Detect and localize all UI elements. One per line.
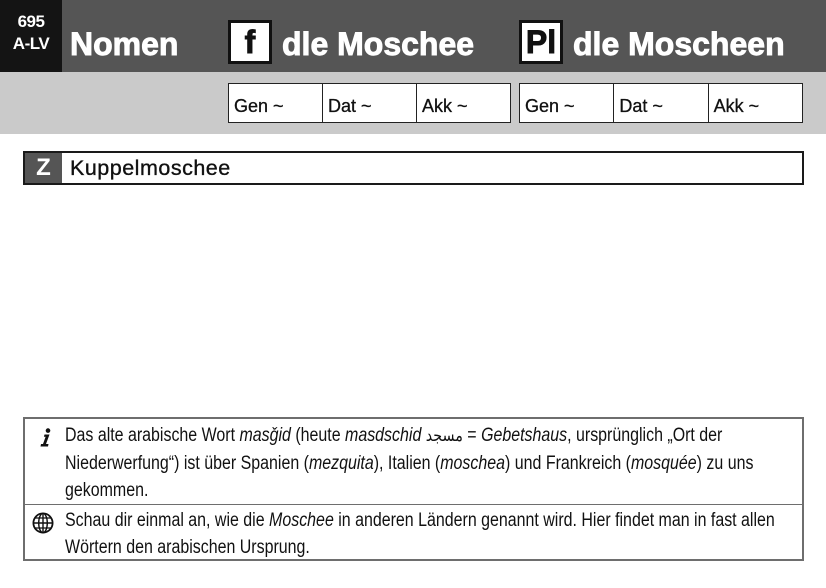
singular-cases: [228, 83, 511, 123]
genus-badge: f: [228, 20, 272, 64]
globe-icon: [32, 512, 54, 534]
compound-badge: Z: [25, 153, 62, 183]
etymology-text-part: (heute: [290, 425, 346, 446]
case-cell-accusative-singular: Akk ~: [416, 84, 510, 122]
etymology-text: [65, 422, 800, 504]
compound-row: [23, 151, 804, 185]
card-id-badge: [0, 0, 62, 72]
term-moschee: Moschee: [269, 510, 334, 531]
term-mosquee: mosquée: [630, 453, 697, 474]
etymology-text-part: ), Italien (: [373, 453, 441, 474]
etymology-note: [25, 419, 802, 504]
term-moschea: moschea: [440, 453, 506, 474]
etymology-text-part: , ursprünglich „Ort der Niederwerfung“) ist über Spanien (: [65, 425, 723, 474]
plural-badge: Pl: [519, 20, 563, 64]
compound-word: Kuppelmoschee: [70, 156, 231, 180]
card-level: A-LV: [12, 34, 50, 53]
term-gebetshaus: Gebetshaus: [481, 425, 568, 446]
case-cell-genitive-singular: Gen ~: [234, 96, 284, 116]
tip-text: [65, 507, 800, 559]
etymology-text-part: ) zu uns gekommen.: [65, 453, 754, 501]
plural-cases: [519, 83, 803, 123]
case-cell-dative-plural: Dat ~: [613, 84, 707, 122]
tip-note: [25, 504, 802, 559]
word-class-label: Nomen: [70, 26, 179, 62]
tip-text-part: in anderen Ländern genannt wird. Hier findet man in fast allen Wörtern den arabischen Ursprung.: [65, 510, 775, 558]
singular-form: dle Moschee: [282, 26, 475, 62]
notes-box: [23, 417, 804, 561]
etymology-text-part: Das alte arabische Wort: [65, 425, 240, 446]
etymology-text-part: =: [462, 425, 482, 446]
info-icon: [37, 428, 53, 447]
case-cell-genitive-plural: Gen ~: [525, 96, 575, 116]
tip-text-part: Schau dir einmal an, wie die: [65, 510, 270, 531]
case-cell-dative-singular: Dat ~: [322, 84, 416, 122]
card-number: 695: [17, 12, 45, 31]
arabic-word: مسجد: [425, 426, 463, 446]
plural-form: dle Moscheen: [573, 26, 785, 62]
term-masgid: masǧid: [239, 425, 291, 446]
term-masdschid: masdschid: [345, 425, 426, 446]
case-cell-accusative-plural: Akk ~: [708, 84, 802, 122]
term-mezquita: mezquita: [308, 453, 374, 474]
etymology-text-part: ) und Frankreich (: [505, 453, 631, 474]
